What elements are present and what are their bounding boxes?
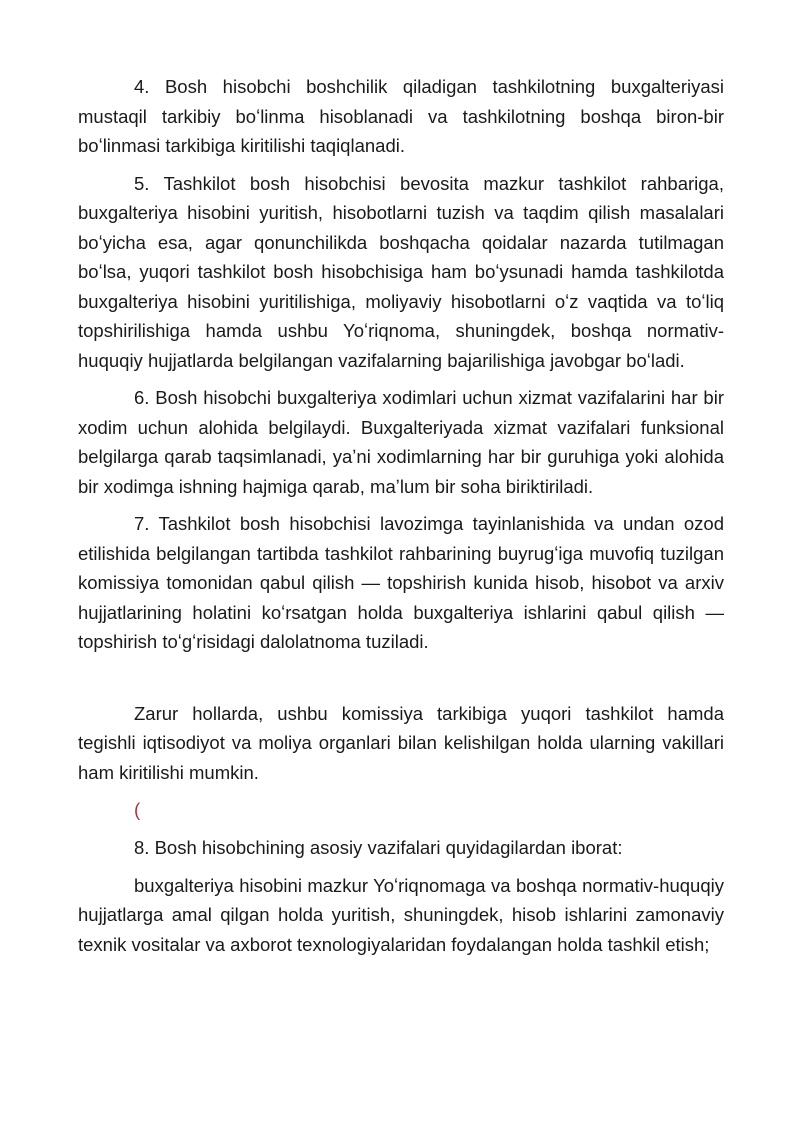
paragraph-4: 4. Bosh hisobchi boshchilik qiladigan tashkilotning buxgalteriyasi mustaqil tarkibiy boʻlinma hisoblanadi va tashkilotning boshqa biron-bir boʻlinmasi tarkibiga kiritilishi taqiqlanadi.	[78, 76, 724, 156]
paragraph-5: 5. Tashkilot bosh hisobchisi bevosita mazkur tashkilot rahbariga, buxgalteriya hisobini yuritish, hisobotlarni tuzish va taqdim qilish masalalari boʻyicha esa, agar qonunchilikda boshqacha qoidalar nazarda tutilmagan boʻlsa, yuqori tashkilot bosh hisobchisiga ham boʻysunadi hamda tashkilotda buxgalteriya hisobini yuritilishiga, moliyaviy hisobotlarni oʻz vaqtida va toʻliq topshirilishiga hamda ushbu Yoʻriqnoma, shuningdek, boshqa normativ-huquqiy hujjatlarda belgilangan vazifalarning bajarilishiga javobgar boʻladi.	[78, 172, 724, 371]
paragraph-6: 6. Bosh hisobchi buxgalteriya xodimlari uchun xizmat vazifalarini har bir xodim uchun alohida belgilaydi. Buxgalteriyada xizmat vazifalari funksional belgilarga qarab taqsimlanadi, yaʼni xodimlarning har bir guruhiga yoki alohida bir xodimga ishning hajmiga qarab, maʼlum bir soha biriktiriladi.	[78, 387, 724, 497]
paragraph-commission-note: Zarur hollarda, ushbu komissiya tarkibiga yuqori tashkilot hamda tegishli iqtisodiyot va moliya organlari bilan kelishilgan holda ularning vakillari ham kiritilishi mumkin.	[78, 702, 724, 783]
paragraph-8-item-1: buxgalteriya hisobini mazkur Yoʻriqnomaga va boshqa normativ-huquqiy hujjatlarga amal qilgan holda yuritish, shuningdek, hisob ishlarini zamonaviy texnik vositalar va axborot texnologiyalaridan foydalangan holda tashkil etish;	[78, 874, 724, 955]
paragraph-7: 7. Tashkilot bosh hisobchisi lavozimga tayinlanishida va undan ozod etilishida belgilangan tartibda tashkilot rahbarining buyrugʻiga muvofiq tuzilgan komissiya tomonidan qabul qilish — topshirish kunida hisob, hisobot va arxiv hujjatlarining holatini koʻrsatgan holda buxgalteriya ishlarini qabul qilish — topshirish toʻgʻrisidagi dalolatnoma tuziladi.	[78, 513, 724, 652]
paragraph-8: 8. Bosh hisobchining asosiy vazifalari quyidagilardan iborat:	[134, 837, 623, 858]
document-body	[78, 72, 724, 967]
parenthesis-marker: (	[134, 799, 141, 820]
